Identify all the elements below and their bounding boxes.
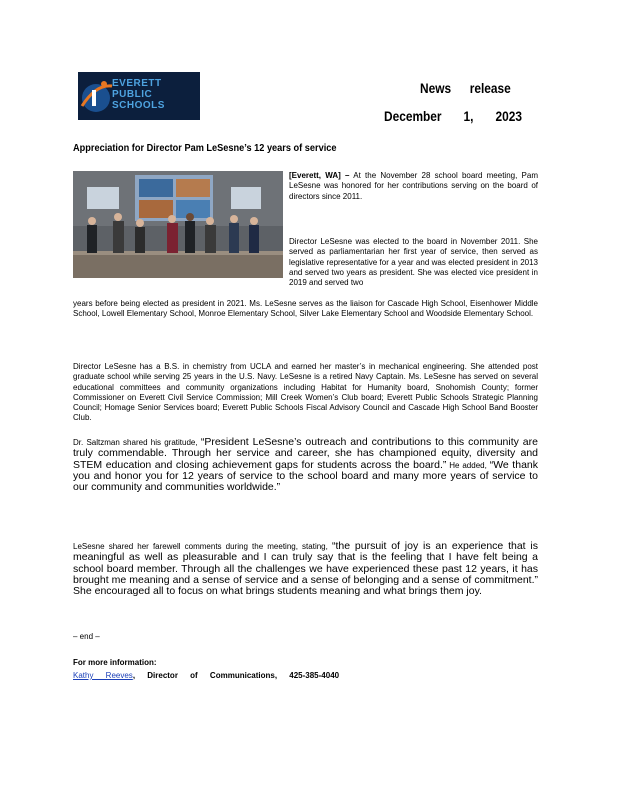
closing-remark: She encouraged all to focus on what brings students meaning and what brings them joy. [73, 585, 482, 598]
end-marker: – end – [73, 632, 100, 641]
contact-line [73, 671, 339, 680]
quote-saltzman-2: “We thank you and honor you for 12 years of service to the school board and many more years of service to our community and communities worldwide.” [73, 458, 538, 494]
quote-saltzman-1: “President LeSesne’s outreach and contributions to this community are truly commendable. Through her service and career, she has championed equity, diversity and STEM education and closing achievement gaps for students across the board.” [73, 436, 538, 471]
quote-lesesne: “the pursuit of joy is an experience that is meaningful as well as pleasurable and I can truly say that is the feeling that I have felt being a school board member. Through all the challenges we have experienced these past 12 years, it has brought me meaning and a sense of service and a sense of belonging and a sense of commitment.” [73, 540, 538, 586]
paragraph-lesesne-quote [73, 541, 538, 597]
paragraph-background: Director LeSesne has a B.S. in chemistry from UCLA and earned her master’s in mechanical engineering. She attended post graduate school while serving 25 years in the U.S. Navy. LeSesne is a retired Navy Captain. Ms. LeSesne has served on several educational committees and community organizations including Habitat for Humanity board, Snohomish County; former Commissioner on Everett Civil Service Commission; Mill Creek Women’s Club board; Everett Public Schools Strategic Planning Council; Homage Senior Services board; Everett Public Schools Fiscal Advisory Council and Cascade High School Band Booster Club. [73, 362, 538, 423]
page-title: Appreciation for Director Pam LeSesne’s 12 years of service [73, 143, 337, 154]
paragraph-service-history-cont: years before being elected as president in 2021. Ms. LeSesne serves as the liaison for Cascade High School, Eisenhower Middle School, Lowell Elementary School, Monroe Elementary School, Silver Lake Elementary School and Woodside Elementary School. [73, 299, 538, 319]
quote-connector: He added, [449, 460, 487, 470]
intro-text: At the November 28 school board meeting, Pam LeSesne was honored for her contributions serving on the board of directors since 2011. [289, 171, 538, 201]
board-photo [73, 171, 283, 278]
intro-paragraph [289, 171, 538, 202]
release-date: December 1, 2023 [384, 108, 522, 124]
district-logo [78, 72, 200, 120]
quote-intro: Dr. Saltzman shared his gratitude, [73, 438, 198, 447]
dateline: [Everett, WA] – [289, 171, 350, 180]
paragraph-saltzman-quote [73, 437, 538, 493]
paragraph-service-history: Director LeSesne was elected to the board in November 2011. She served as parliamentarian her first year of service, then served as legislative representative for a year and was elected president in 2013 and served two years as president. She was elected vice president in 2019 and served two [289, 237, 538, 288]
logo-text: EVERETT PUBLIC SCHOOLS [112, 78, 165, 111]
more-info-label: For more information: [73, 658, 157, 667]
contact-name-link[interactable]: Kathy Reeves [73, 671, 133, 680]
news-release-label: News release [420, 80, 511, 96]
contact-details: , Director of Communications, 425-385-4040 [132, 671, 340, 680]
quote-intro: LeSesne shared her farewell comments during the meeting, stating, [73, 542, 328, 551]
